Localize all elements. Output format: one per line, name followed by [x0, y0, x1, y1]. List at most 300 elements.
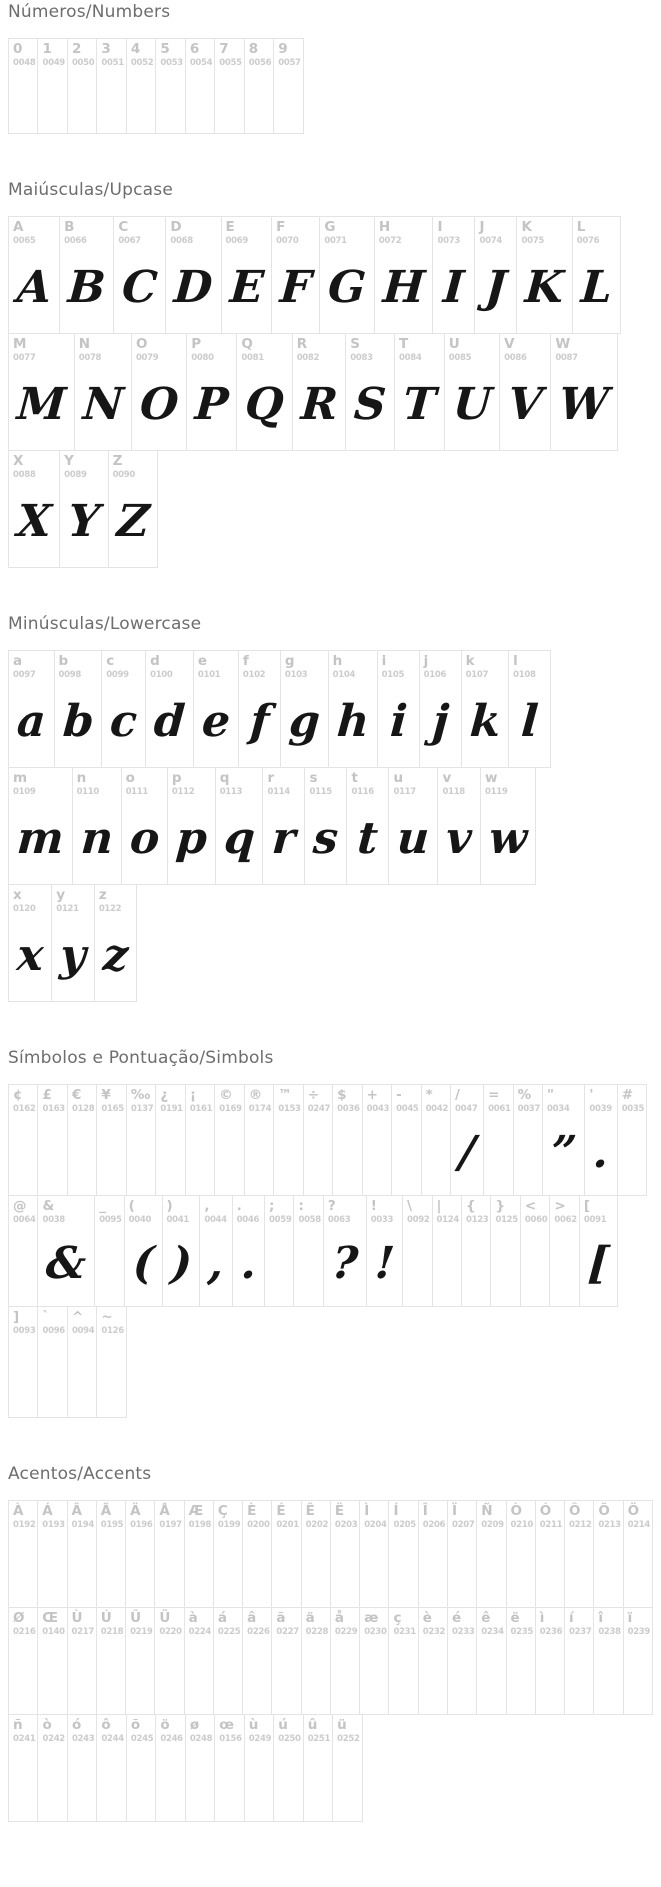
glyph-cell-labels: [168, 768, 215, 798]
character-label: 2: [71, 41, 82, 57]
glyph-preview: [7, 69, 40, 133]
character-code: 0242: [42, 1733, 65, 1744]
character-code: 0106: [423, 669, 447, 680]
glyph-cell: [232, 1195, 265, 1307]
glyph-cell-labels: [114, 217, 165, 247]
glyph-preview: [504, 1638, 538, 1714]
glyph-preview: m: [15, 812, 66, 864]
glyph-cell-labels: [73, 768, 121, 798]
character-label: &: [42, 1198, 55, 1214]
character-label: ¿: [160, 1087, 169, 1103]
glyph-cell-labels: [245, 39, 273, 69]
glyph-preview: A: [15, 261, 54, 313]
glyph-cell: [262, 767, 305, 885]
character-label: Ë: [334, 1503, 345, 1519]
glyph-preview: [95, 1115, 129, 1195]
glyph-cell-labels: [448, 1608, 476, 1638]
glyph-cell-labels: [186, 1715, 214, 1745]
glyph-cell-labels: [186, 1085, 214, 1115]
character-label: f: [242, 653, 249, 669]
character-code: 0091: [583, 1214, 607, 1225]
character-label: ¢: [13, 1087, 23, 1103]
glyph-preview: [416, 1531, 450, 1607]
glyph-cell: [185, 38, 215, 134]
glyph-cell-labels: [618, 1085, 646, 1115]
glyph-preview: [240, 1638, 274, 1714]
glyph-cell-labels: [389, 1501, 417, 1531]
glyph-cell: [447, 1607, 477, 1715]
glyph-cell: [184, 1500, 214, 1608]
character-label: Ö: [627, 1503, 640, 1519]
glyph-preview: [65, 1638, 99, 1714]
glyph-preview: [301, 1745, 335, 1821]
glyph-cell: [165, 216, 221, 334]
glyph-row: [8, 38, 653, 134]
glyph-cell-labels: [272, 1608, 300, 1638]
character-label: A: [13, 219, 24, 235]
glyph-cell-labels: [95, 1196, 123, 1226]
glyph-preview: [592, 1531, 626, 1607]
glyph-cell: [520, 1195, 550, 1307]
glyph-cell-labels: [9, 1608, 37, 1638]
glyph-cell-labels: [125, 1196, 162, 1226]
glyph-cell: [388, 1500, 418, 1608]
glyph-cell: [388, 1607, 418, 1715]
character-code: 0247: [307, 1103, 331, 1114]
glyph-preview: p: [174, 812, 209, 864]
glyph-cell-labels: [329, 651, 377, 681]
glyph-cell: [193, 650, 239, 768]
character-label: ò: [42, 1717, 52, 1733]
glyph-cell-labels: [60, 217, 113, 247]
glyph-cell-labels: [392, 1085, 420, 1115]
character-code: 0102: [242, 669, 266, 680]
character-label: V: [504, 336, 515, 352]
character-code: 0224: [188, 1626, 212, 1637]
glyph-cell: [499, 333, 551, 451]
glyph-preview: F: [278, 261, 314, 313]
glyph-preview: d: [152, 695, 187, 747]
character-code: 0219: [130, 1626, 153, 1637]
character-code: 0116: [351, 786, 374, 797]
glyph-cell: [345, 333, 395, 451]
character-label: O: [135, 336, 148, 352]
glyph-cell-labels: [594, 1501, 622, 1531]
character-label: :: [298, 1198, 304, 1214]
glyph-preview: O: [138, 378, 181, 430]
glyph-cell: [391, 1084, 421, 1196]
glyph-preview: ”: [549, 1126, 579, 1178]
character-label: d: [150, 653, 160, 669]
glyph-cell: [37, 1607, 67, 1715]
character-code: 0250: [278, 1733, 301, 1744]
character-label: ó: [71, 1717, 82, 1733]
glyph-cell-labels: [433, 217, 474, 247]
glyph-preview: [621, 1638, 655, 1714]
character-code: 0248: [189, 1733, 213, 1744]
glyph-preview: [242, 1115, 276, 1195]
character-code: 0111: [125, 786, 149, 797]
glyph-preview: J: [483, 261, 509, 313]
glyph-preview: [475, 1531, 509, 1607]
glyph-preview: [270, 1638, 304, 1714]
glyph-cell-labels: [594, 1608, 622, 1638]
character-code: 0065: [13, 235, 36, 246]
character-label: ö: [160, 1717, 170, 1733]
glyph-cell-labels: [95, 885, 136, 915]
character-code: 0174: [248, 1103, 272, 1114]
character-code: 0059: [268, 1214, 292, 1225]
character-label: 4: [130, 41, 141, 57]
character-code: 0074: [479, 235, 502, 246]
character-code: 0128: [71, 1103, 95, 1114]
character-code: 0084: [399, 352, 422, 363]
character-code: 0095: [99, 1214, 122, 1225]
glyph-cell-labels: [514, 1085, 542, 1115]
glyph-cell: [264, 1195, 294, 1307]
character-label: I: [437, 219, 443, 235]
glyph-cell-labels: [237, 334, 291, 364]
glyph-cell-labels: [38, 1608, 66, 1638]
glyph-preview: Y: [66, 495, 102, 547]
glyph-cell-labels: [550, 1196, 578, 1226]
glyph-preview: [182, 1531, 216, 1607]
character-label: J: [479, 219, 485, 235]
glyph-cell: [271, 216, 320, 334]
glyph-cell-labels: [245, 1085, 273, 1115]
glyph-preview: H: [381, 261, 427, 313]
glyph-cell-labels: [462, 1196, 490, 1226]
glyph-preview: [125, 69, 158, 133]
glyph-preview: r: [270, 812, 298, 864]
glyph-cell: [215, 767, 264, 885]
character-label: ã: [276, 1610, 286, 1626]
character-code: 0232: [422, 1626, 446, 1637]
character-label: õ: [130, 1717, 141, 1733]
glyph-preview: [400, 1226, 434, 1306]
glyph-preview: [271, 1115, 305, 1195]
glyph-cell-labels: [419, 1501, 447, 1531]
character-label: À: [13, 1503, 24, 1519]
character-label: ñ: [13, 1717, 23, 1733]
character-label: ": [547, 1087, 555, 1103]
glyph-section-accents: [8, 1464, 653, 1822]
glyph-cell: [131, 333, 187, 451]
character-label: j: [423, 653, 429, 669]
character-code: 0045: [396, 1103, 419, 1114]
character-code: 0046: [236, 1214, 260, 1225]
glyph-preview: X: [15, 495, 54, 547]
glyph-cell-labels: [156, 1085, 184, 1115]
character-code: 0047: [455, 1103, 478, 1114]
character-label: ú: [278, 1717, 288, 1733]
glyph-preview: [430, 1226, 464, 1306]
glyph-preview: x: [15, 929, 46, 981]
character-code: 0066: [64, 235, 87, 246]
glyph-cell: [480, 767, 536, 885]
glyph-sections-container: [8, 2, 653, 1822]
character-code: 0092: [407, 1214, 430, 1225]
glyph-preview: [358, 1638, 392, 1714]
glyph-cell: [154, 1500, 184, 1608]
character-code: 0115: [309, 786, 332, 797]
character-label: Ã: [100, 1503, 112, 1519]
glyph-cell-labels: [481, 768, 535, 798]
character-code: 0246: [160, 1733, 183, 1744]
glyph-cell: [8, 1500, 38, 1608]
character-label: ™: [278, 1087, 292, 1103]
character-code: 0202: [305, 1519, 329, 1530]
character-label: S: [350, 336, 360, 352]
glyph-preview: [533, 1531, 567, 1607]
glyph-preview: [328, 1638, 362, 1714]
character-code: 0079: [135, 352, 159, 363]
character-label: H: [378, 219, 391, 235]
character-code: 0226: [247, 1626, 270, 1637]
character-label: Ù: [71, 1610, 83, 1626]
glyph-cell-labels: [491, 1196, 519, 1226]
glyph-cell: [421, 1084, 451, 1196]
glyph-cell: [67, 1084, 97, 1196]
glyph-preview: [242, 69, 275, 133]
glyph-cell-labels: [445, 334, 499, 364]
glyph-preview: G: [326, 261, 368, 313]
glyph-cell-labels: [324, 1196, 366, 1226]
glyph-preview: b: [60, 695, 96, 747]
glyph-preview: q: [222, 812, 257, 864]
glyph-preview: [562, 1531, 596, 1607]
glyph-cell: [51, 884, 95, 1002]
character-code: 0241: [13, 1733, 36, 1744]
character-label: Z: [112, 453, 123, 469]
section-title: Minúsculas/Lowercase: [8, 614, 202, 634]
glyph-preview: [182, 1638, 216, 1714]
glyph-preview: [95, 69, 128, 133]
character-label: q: [219, 770, 230, 786]
character-code: 0096: [42, 1325, 65, 1336]
glyph-cell: [359, 1607, 389, 1715]
glyph-preview: [95, 1745, 129, 1821]
glyph-cell: [301, 1500, 331, 1608]
character-label: c: [106, 653, 115, 669]
glyph-cell-labels: [194, 651, 238, 681]
glyph-cell: [516, 216, 572, 334]
character-label: à: [188, 1610, 198, 1626]
character-label: ?: [327, 1198, 336, 1214]
character-label: Â: [71, 1503, 82, 1519]
character-code: 0113: [219, 786, 243, 797]
glyph-preview: [36, 1531, 70, 1607]
glyph-cell: [74, 333, 132, 451]
glyph-cell-labels: [9, 1501, 37, 1531]
character-label: ‰: [130, 1087, 151, 1103]
glyph-cell: [8, 216, 60, 334]
glyph-cell: [280, 650, 329, 768]
character-code: 0117: [393, 786, 416, 797]
character-label: `: [42, 1309, 50, 1325]
character-code: 0089: [64, 469, 87, 480]
glyph-cell: [244, 1714, 274, 1822]
character-code: 0037: [517, 1103, 541, 1114]
glyph-cell: [96, 38, 126, 134]
character-label: -: [396, 1087, 402, 1103]
glyph-preview: T: [401, 378, 438, 430]
glyph-preview: t: [356, 812, 381, 864]
character-code: 0236: [539, 1626, 563, 1637]
glyph-cell-labels: [9, 885, 51, 915]
character-code: 0075: [521, 235, 544, 246]
glyph-cell-labels: [9, 39, 37, 69]
glyph-preview: c: [108, 695, 140, 747]
glyph-preview: K: [523, 261, 566, 313]
character-code: 0090: [112, 469, 136, 480]
glyph-cell-labels: [215, 1085, 243, 1115]
character-label: +: [366, 1087, 378, 1103]
glyph-cell-labels: [274, 1085, 302, 1115]
glyph-cell: [513, 1084, 543, 1196]
character-label: 6: [189, 41, 200, 57]
glyph-cell: [244, 38, 274, 134]
character-code: 0244: [101, 1733, 124, 1744]
glyph-cell-labels: [484, 1085, 512, 1115]
character-label: €: [71, 1087, 82, 1103]
glyph-cell-labels: [274, 39, 302, 69]
glyph-preview: [387, 1638, 421, 1714]
glyph-cell-labels: [132, 334, 186, 364]
character-code: 0054: [189, 57, 213, 68]
glyph-cell-labels: [239, 651, 280, 681]
character-label: £: [42, 1087, 52, 1103]
glyph-cell: [374, 216, 434, 334]
character-code: 0243: [71, 1733, 95, 1744]
glyph-cell-labels: [331, 1608, 359, 1638]
glyph-cell-labels: [448, 1501, 476, 1531]
character-label: ä: [305, 1610, 315, 1626]
character-code: 0077: [13, 352, 36, 363]
character-code: 0073: [437, 235, 460, 246]
character-label: x: [13, 887, 22, 903]
glyph-cell-labels: [97, 1501, 125, 1531]
character-label: #: [621, 1087, 633, 1103]
glyph-cell: [623, 1607, 653, 1715]
glyph-preview: [123, 1531, 157, 1607]
glyph-preview: [94, 1531, 128, 1607]
character-label: $: [337, 1087, 347, 1103]
character-code: 0078: [78, 352, 102, 363]
glyph-preview: v: [444, 812, 474, 864]
glyph-cell-labels: [38, 1501, 66, 1531]
character-label: w: [485, 770, 498, 786]
character-code: 0121: [56, 903, 79, 914]
character-code: 0197: [159, 1519, 182, 1530]
character-code: 0080: [191, 352, 214, 363]
glyph-preview: L: [579, 261, 614, 313]
glyph-preview: [36, 1638, 70, 1714]
glyph-preview: [330, 1745, 364, 1821]
glyph-cell-labels: [281, 651, 328, 681]
glyph-section-symbols: [8, 1048, 653, 1418]
glyph-preview: I: [442, 261, 467, 313]
glyph-cell-labels: [52, 885, 94, 915]
character-label: h: [332, 653, 343, 669]
glyph-cell: [213, 1607, 243, 1715]
character-code: 0051: [101, 57, 124, 68]
glyph-cell-labels: [536, 1501, 564, 1531]
glyph-preview: [419, 1115, 453, 1195]
character-label: Ä: [130, 1503, 141, 1519]
glyph-cell-labels: [378, 651, 419, 681]
glyph-cell-labels: [521, 1196, 549, 1226]
glyph-cell-labels: [536, 1608, 564, 1638]
glyph-cell: [37, 38, 67, 134]
character-code: 0070: [276, 235, 299, 246]
glyph-cell-labels: [263, 768, 304, 798]
glyph-cell-labels: [68, 1608, 96, 1638]
glyph-cell-labels: [127, 1715, 155, 1745]
character-code: 0057: [278, 57, 301, 68]
glyph-cell: [37, 1306, 67, 1418]
glyph-cell-labels: [272, 217, 319, 247]
glyph-cell-labels: [9, 651, 54, 681]
character-label: ÷: [307, 1087, 319, 1103]
character-label: ë: [510, 1610, 520, 1626]
glyph-cell-labels: [126, 1608, 154, 1638]
glyph-preview: [211, 1638, 245, 1714]
glyph-cell: [359, 1500, 389, 1608]
character-label: Ô: [569, 1503, 581, 1519]
glyph-cell-labels: [38, 1085, 66, 1115]
glyph-cell: [8, 1084, 38, 1196]
character-label: ¡: [189, 1087, 196, 1103]
character-code: 0110: [76, 786, 100, 797]
character-code: 0213: [598, 1519, 621, 1530]
glyph-cell-labels: [68, 1307, 96, 1337]
glyph-cell: [593, 1500, 623, 1608]
glyph-row: [8, 650, 653, 768]
glyph-cell: [273, 38, 303, 134]
character-code: 0251: [307, 1733, 331, 1744]
character-label: Á: [42, 1503, 53, 1519]
character-label: n: [76, 770, 87, 786]
character-label: C: [118, 219, 129, 235]
character-label: e: [197, 653, 207, 669]
glyph-cell: [145, 650, 194, 768]
glyph-cell: [167, 767, 216, 885]
glyph-preview: [292, 1226, 326, 1306]
glyph-cell-labels: [102, 651, 145, 681]
glyph-preview: l: [519, 695, 540, 747]
glyph-cell-labels: [422, 1085, 450, 1115]
character-code: 0094: [71, 1325, 95, 1336]
glyph-cell: [214, 38, 244, 134]
glyph-cell-labels: [9, 1085, 37, 1115]
glyph-preview: y: [58, 929, 88, 981]
glyph-cell-labels: [477, 1501, 505, 1531]
glyph-cell: [124, 1195, 163, 1307]
character-label: B: [64, 219, 75, 235]
glyph-preview: P: [193, 378, 231, 430]
glyph-cell: [273, 1084, 303, 1196]
glyph-cell-labels: [155, 1501, 183, 1531]
character-code: 0036: [337, 1103, 360, 1114]
glyph-cell: [273, 1714, 303, 1822]
glyph-cell: [126, 1084, 156, 1196]
character-code: 0234: [481, 1626, 504, 1637]
glyph-cell: [37, 1500, 67, 1608]
glyph-cell: [154, 1607, 184, 1715]
character-label: Ê: [305, 1503, 315, 1519]
character-code: 0122: [98, 903, 122, 914]
